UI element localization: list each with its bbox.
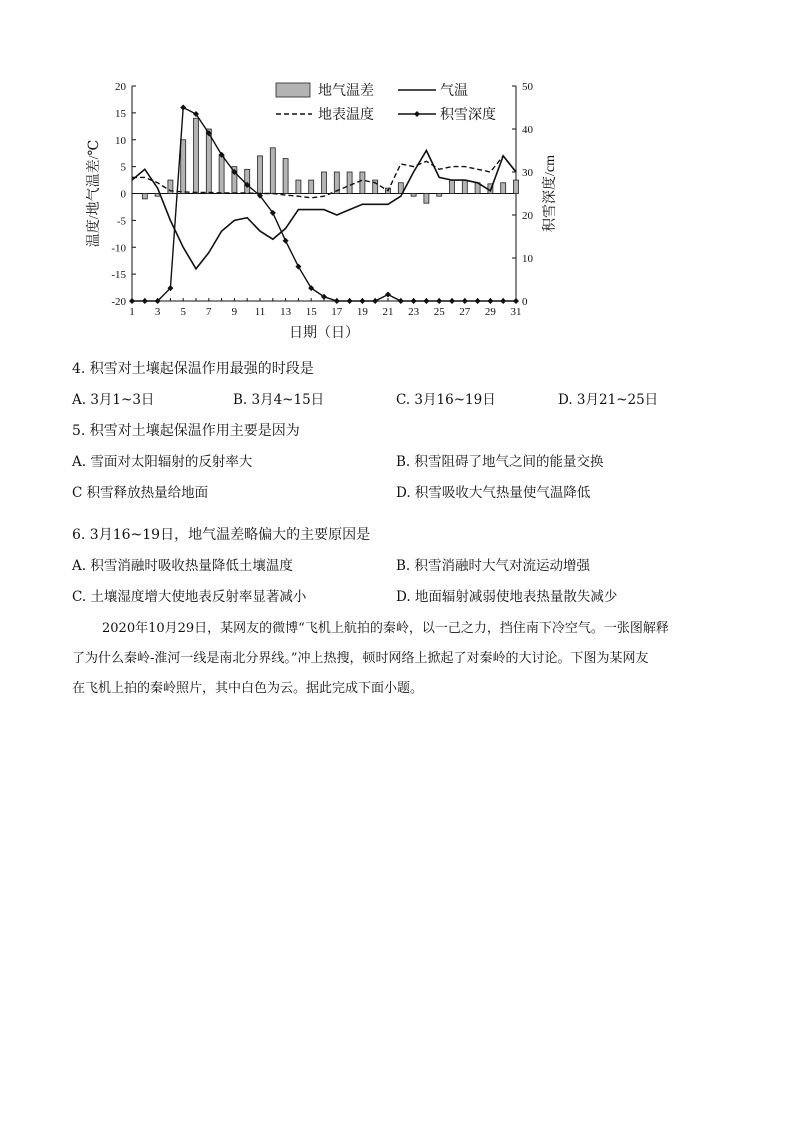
snow-depth-point: [347, 298, 353, 304]
climate-chart: [80, 72, 560, 344]
left-tick-label: -5: [116, 215, 126, 228]
x-tick-label: 21: [382, 306, 394, 318]
bar: [283, 159, 288, 194]
passage-line-3: 在飞机上拍的秦岭照片，其中白色为云。据此完成下面小题。: [72, 681, 424, 696]
snow-depth-point: [180, 105, 186, 111]
x-tick-label: 27: [459, 306, 471, 318]
legend-label-surface: 地表温度: [318, 108, 374, 123]
question-6-option-d: D. 地面辐射减弱使地表热量散失减少: [396, 589, 618, 605]
snow-depth-point: [398, 298, 404, 304]
snow-depth-point: [423, 298, 429, 304]
x-axis-title: 日期（日）: [289, 326, 359, 341]
snow-depth-point: [142, 298, 148, 304]
bar: [309, 180, 314, 193]
question-6-stem: 6. 3月16~19日，地气温差略偏大的主要原因是: [72, 527, 371, 543]
bar: [181, 140, 186, 194]
bar: [347, 172, 352, 194]
left-tick-label: 15: [115, 107, 126, 120]
question-5-option-c: C 积雪释放热量给地面: [72, 485, 209, 501]
question-6-option-b: B. 积雪消融时大气对流运动增强: [396, 558, 591, 574]
question-4-stem: 4. 积雪对土壤起保温作用最强的时段是: [72, 361, 314, 377]
question-4-option-d: D. 3月21~25日: [558, 392, 659, 408]
x-tick-label: 3: [154, 306, 161, 318]
right-tick-label: 30: [522, 167, 533, 179]
snow-depth-point: [462, 298, 468, 304]
snow-depth-point: [372, 298, 378, 304]
snow-depth-point: [436, 298, 442, 304]
question-6-option-c: C. 土壤湿度增大使地表反射率显著减小: [72, 589, 307, 605]
passage-line-1: 2020年10月29日，某网友的微博“飞机上航拍的秦岭，以一己之力，挡住南下冷空气。一张图解释: [102, 621, 669, 636]
left-tick-label: 0: [120, 188, 126, 201]
question-4-option-a: A. 3月1~3日: [72, 392, 155, 408]
snow-depth-point: [411, 298, 417, 304]
question-6-option-a: A. 积雪消融时吸收热量降低土壤温度: [72, 558, 293, 574]
snow-depth-point: [513, 298, 519, 304]
bar: [411, 194, 416, 197]
snow-depth-point: [385, 292, 391, 298]
bar: [514, 180, 519, 193]
bar: [322, 172, 327, 194]
question-5-option-d: D. 积雪吸收大气热量使气温降低: [396, 485, 591, 501]
x-tick-label: 13: [280, 306, 292, 318]
question-4-option-b: B. 3月4~15日: [233, 392, 325, 408]
right-tick-label: 10: [522, 253, 533, 265]
legend-label-difference: 地气温差: [318, 84, 374, 99]
bar: [206, 129, 211, 194]
bar: [270, 148, 275, 194]
bar: [258, 156, 263, 194]
snow-depth-point: [487, 298, 493, 304]
passage-line-2: 了为什么秦岭-淮河一线是南北分界线。”冲上热搜，顿时网络上掀起了对秦岭的大讨论。下图为某网友: [72, 651, 649, 666]
bar: [219, 156, 224, 194]
right-tick-label: 40: [522, 124, 533, 136]
question-5-stem: 5. 积雪对土壤起保温作用主要是因为: [72, 423, 300, 439]
reading-passage: [72, 614, 732, 704]
x-tick-label: 29: [484, 306, 496, 318]
question-5-option-a: A. 雪面对太阳辐射的反射率大: [72, 454, 253, 470]
left-tick-label: 20: [115, 81, 126, 93]
left-tick-label: 5: [120, 161, 126, 174]
legend-snow-marker: [414, 111, 420, 117]
snow-depth-line: [132, 108, 516, 302]
bar: [462, 180, 467, 193]
right-tick-label: 20: [522, 210, 533, 222]
temperature-difference-bars: [142, 118, 518, 203]
chart-legend: [276, 82, 496, 123]
x-tick-label: 23: [408, 306, 420, 318]
right-axis-title: 积雪深度/cm: [543, 155, 558, 232]
right-tick-label: 0: [522, 296, 528, 308]
snow-depth-point: [334, 298, 340, 304]
x-tick-label: 31: [510, 306, 522, 318]
left-tick-label: -20: [111, 296, 126, 308]
x-tick-label: 15: [305, 306, 317, 318]
right-tick-label: 50: [522, 81, 533, 93]
air-temperature-line: [132, 151, 516, 269]
x-tick-label: 17: [331, 306, 343, 318]
left-tick-label: -15: [111, 269, 126, 282]
left-axis-title: 温度/地气温差/℃: [87, 139, 102, 248]
snow-depth-point: [449, 298, 455, 304]
bar: [424, 194, 429, 204]
snow-depth-point: [475, 298, 481, 304]
x-tick-label: 25: [433, 306, 445, 318]
bar: [296, 180, 301, 193]
left-tick-label: 10: [115, 134, 126, 147]
question-4-option-c: C. 3月16~19日: [396, 392, 496, 408]
legend-swatch-bar: [276, 83, 310, 97]
x-tick-label: 11: [254, 306, 266, 318]
bar: [194, 118, 199, 193]
bar: [437, 194, 442, 197]
bar: [245, 169, 250, 193]
left-tick-label: -10: [111, 242, 126, 255]
bar: [501, 183, 506, 194]
bar: [360, 172, 365, 194]
legend-label-air: 气温: [440, 84, 468, 99]
bar: [450, 180, 455, 193]
x-tick-label: 7: [206, 306, 212, 318]
snow-depth-point: [129, 298, 135, 304]
question-5-option-b: B. 积雪阻碍了地气之间的能量交换: [396, 454, 604, 470]
x-tick-label: 5: [180, 306, 186, 318]
snow-depth-point: [283, 238, 289, 244]
bar: [142, 194, 147, 199]
x-tick-label: 19: [356, 306, 368, 318]
x-tick-label: 1: [129, 306, 135, 318]
snow-depth-point: [295, 264, 301, 270]
chart-lines: [129, 105, 519, 305]
x-tick-label: 9: [231, 306, 238, 318]
legend-label-snow: 积雪深度: [440, 108, 496, 123]
snow-depth-point: [359, 298, 365, 304]
snow-depth-point: [500, 298, 506, 304]
